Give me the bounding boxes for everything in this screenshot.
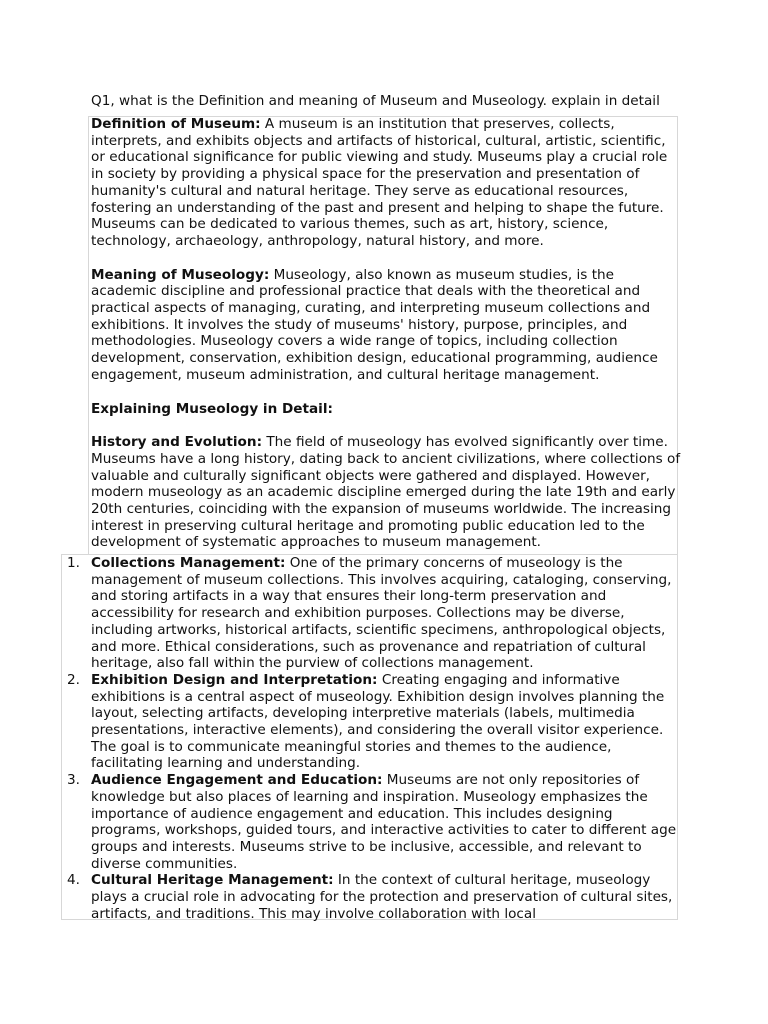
list-item (67, 872, 681, 922)
museum-definition-text: A museum is an institution that preserves, collects, interprets, and exhibits objects and artifacts of historical, cultural, artistic, scientific, or educational significance for public viewing and study. Museums play a crucial role in society by providing a physical space for the preservation and presentation of humanity's cultural and natural heritage. They serve as educational resources, fostering an understanding of the past and present and helping to shape the future. Museums can be dedicated to various themes, such as art, history, science, technology, archaeology, anthropology, natural history, and more. (91, 116, 668, 249)
list-item (67, 772, 681, 872)
museology-meaning-text: Museology, also known as museum studies, is the academic discipline and professional practice that deals with the theoretical and practical aspects of managing, curating, and interpreting museum collections and exhibitions. It involves the study of museums' history, purpose, principles, and methodologies. Museology covers a wide range of topics, including collection development, conservation, exhibition design, educational programming, audience engagement, museum administration, and cultural heritage management. (91, 266, 658, 383)
list-item-heading: Audience Engagement and Education: (91, 772, 383, 789)
list-item (67, 555, 681, 672)
museum-definition-paragraph (91, 116, 681, 250)
history-text: The field of museology has evolved significantly over time. Museums have a long history, dating back to ancient civilizations, where collections of valuable and culturally significant objects were gathered and displayed. However, modern museology as an academic discipline emerged during the late 19th and early 20th centuries, coinciding with the expansion of museums worldwide. The increasing interest in preserving cultural heritage and promoting public education led to the development of systematic approaches to museum management. (91, 434, 681, 551)
list-item-text: One of the primary concerns of museology is the management of museum collections. This involves acquiring, cataloging, conserving, and storing artifacts in a way that ensures their long-term preservation and accessibility for research and exhibition purposes. Collections may be diverse, including artworks, historical artifacts, scientific specimens, anthropological objects, and more. Ethical considerations, such as provenance and repatriation of cultural heritage, also fall within the purview of collections management. (91, 555, 672, 672)
history-paragraph (91, 434, 681, 551)
museology-meaning-paragraph (91, 267, 681, 384)
history-heading: History and Evolution: (91, 434, 263, 451)
list-item-number: 2. (67, 671, 80, 688)
list-item-number: 3. (67, 772, 80, 789)
list-item-text: Museums are not only repositories of knowledge but also places of learning and inspiration. Museology emphasizes the importance of audience engagement and education. This includes designing programs, workshops, guided tours, and interactive activities to cater to different age groups and interests. Museums strive to be inclusive, accessible, and relevant to diverse communities. (91, 772, 677, 872)
museum-definition-heading: Definition of Museum: (91, 116, 261, 132)
list-item-number: 4. (67, 872, 80, 889)
detail-heading: Explaining Museology in Detail: (91, 400, 333, 417)
list-item-text: In the context of cultural heritage, museology plays a crucial role in advocating for the protection and preservation of cultural sites, artifacts, and traditions. This may involve collaboration with local (91, 872, 673, 922)
question-title: Q1, what is the Definition and meaning of Museum and Museology. explain in detail (91, 93, 660, 109)
list-item-heading: Collections Management: (91, 555, 286, 571)
museology-topics-list (67, 555, 681, 922)
list-item-text: Creating engaging and informative exhibitions is a central aspect of museology. Exhibition design involves planning the layout, selecting artifacts, developing interpretive materials (labels, multimedia presentations, interactive elements), and considering the overall visitor experience. The goal is to communicate meaningful stories and themes to the audience, facilitating learning and understanding. (91, 671, 665, 772)
detail-heading-paragraph (91, 401, 681, 418)
list-item (67, 671, 681, 772)
museology-meaning-heading: Meaning of Museology: (91, 266, 270, 283)
list-item-heading: Cultural Heritage Management: (91, 872, 334, 889)
answer-content (91, 116, 681, 551)
list-item-heading: Exhibition Design and Interpretation: (91, 671, 378, 688)
list-item-number: 1. (67, 555, 80, 571)
